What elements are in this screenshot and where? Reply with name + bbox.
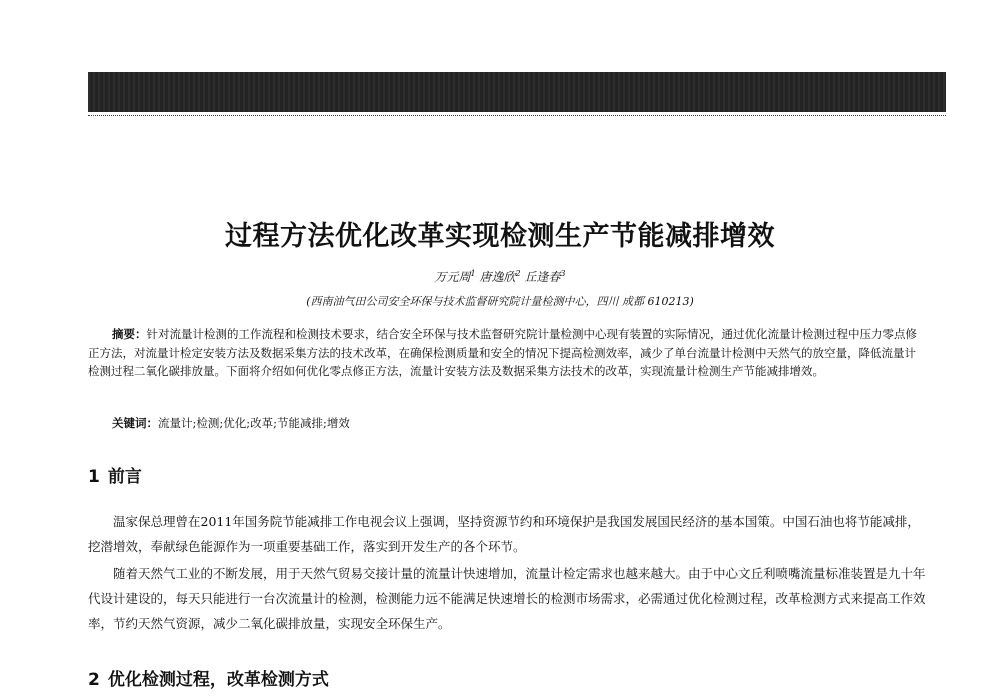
author-affiliation: (西南油气田公司安全环保与技术监督研究院计量检测中心，四川 成都 610213) bbox=[306, 295, 694, 308]
header-banner bbox=[88, 72, 946, 112]
paper-title: 过程方法优化改革实现检测生产节能减排增效 bbox=[225, 221, 775, 252]
body-paragraph: 随着天然气工业的不断发展，用于天然气贸易交接计量的流量计快速增加，流量计检定需求也越来越大。由于中心文丘利喷嘴流量标准装置是九十年代设计建设的，每天只能进行一台次流量计的检测，检测能力远不能满足快速增长的检测市场需求，必需通过优化检测过程，改革检测方式来提高工作效率，节约天然气资源，减少二氧化碳排放量，实现安全环保生产。 bbox=[88, 566, 926, 631]
section-heading bbox=[88, 665, 329, 690]
author-line bbox=[0, 268, 1000, 285]
abstract bbox=[88, 325, 926, 381]
section-number: 1 bbox=[88, 467, 100, 487]
abstract-text: 针对流量计检测的工作流程和检测技术要求，结合安全环保与技术监督研究院计量检测中心现有装置的实际情况，通过优化流量计检测过程中压力零点修正方法，对流量计检定安装方法及数据采集方法的技术改革，在确保检测质量和安全的情况下提高检测效率，减少了单台流量计检测中天然气的放空量，降低流量计检测过程二氧化碳排放量。下面将介绍如何优化零点修正方法，流量计安装方法及数据采集方法技术的改革，实现流量计检测生产节能减排增效。 bbox=[88, 327, 917, 378]
keywords bbox=[112, 414, 350, 432]
author-name: 万元周 bbox=[434, 270, 471, 284]
author-superscript: 3 bbox=[560, 269, 566, 278]
author-name: 丘逢春 bbox=[524, 270, 561, 284]
keywords-text: 流量计;检测;优化;改革;节能减排;增效 bbox=[158, 416, 350, 430]
section-title: 前言 bbox=[107, 467, 142, 487]
section-number: 2 bbox=[88, 670, 100, 690]
header-divider bbox=[88, 115, 946, 116]
section-heading bbox=[88, 462, 142, 487]
author-name: 唐逸欣 bbox=[479, 270, 516, 284]
author-superscript: 2 bbox=[515, 269, 521, 278]
section-title: 优化检测过程，改革检测方式 bbox=[107, 670, 329, 690]
keywords-label: 关键词： bbox=[112, 416, 158, 430]
abstract-label: 摘要： bbox=[112, 327, 147, 341]
body-paragraph: 温家保总理曾在2011年国务院节能减排工作电视会议上强调，坚持资源节约和环境保护是我国发展国民经济的基本国策。中国石油也将节能减排，挖潜增效，奉献绿色能源作为一项重要基础工作，落实到开发生产的各个环节。 bbox=[88, 514, 920, 554]
author-superscript: 1 bbox=[470, 269, 476, 278]
